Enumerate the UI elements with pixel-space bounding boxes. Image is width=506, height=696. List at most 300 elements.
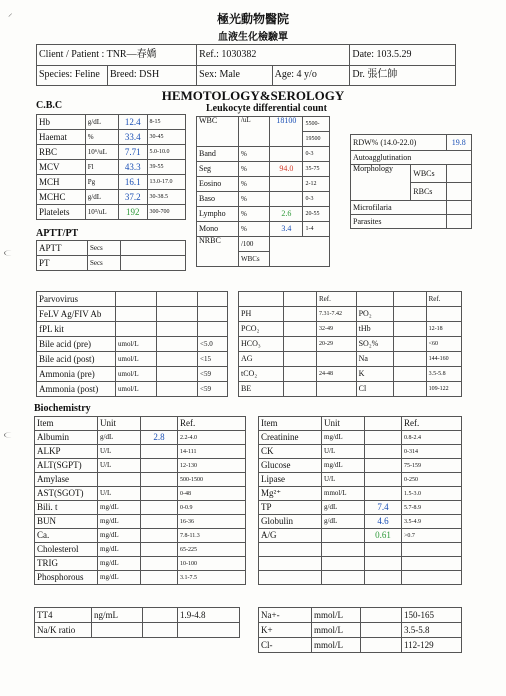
serology-row <box>37 382 228 397</box>
biochem-item: Ca. <box>35 529 98 543</box>
gas-ref: 20-29 <box>317 337 357 352</box>
biochem-item: BUN <box>35 515 98 529</box>
morph-wbcs-value <box>446 165 471 183</box>
cbc-row <box>37 175 186 190</box>
gas-ref <box>426 307 461 322</box>
leuko-value <box>270 147 303 162</box>
aptt-item: APTT <box>37 241 88 256</box>
electrolyte-row <box>259 608 462 623</box>
leuko-item: Eosino <box>197 177 239 192</box>
gas-item: BE <box>239 382 284 397</box>
serology-item: fPL kit <box>37 322 116 337</box>
serology-unit: umol/L <box>116 382 157 397</box>
gas-ref: 32-49 <box>317 322 357 337</box>
cbc-unit: Pg <box>85 175 118 190</box>
serology-ref: <59 <box>198 382 228 397</box>
electrolyte-row <box>259 623 462 638</box>
biochem-item: Mg²⁺ <box>259 487 322 501</box>
serology-row <box>37 337 228 352</box>
gas-value <box>284 382 317 397</box>
bloodgas-header <box>239 292 462 307</box>
serology-row <box>37 352 228 367</box>
biochem-ref: 3.5-4.9 <box>402 515 462 529</box>
cbc-unit: % <box>85 130 118 145</box>
biochem-header-cell: Ref. <box>178 417 246 431</box>
biochem-unit: U/L <box>98 445 141 459</box>
aptt-row <box>37 241 186 256</box>
gas-item: K <box>356 367 393 382</box>
t4-ref: 1.9-4.8 <box>178 608 240 623</box>
electrolyte-ref: 3.5-5.8 <box>402 623 462 638</box>
tt4-table <box>34 607 240 638</box>
biochem-row <box>259 515 462 529</box>
biochem-ref: 0-314 <box>402 445 462 459</box>
biochem-ref <box>402 557 462 571</box>
biochem-unit: U/L <box>98 487 141 501</box>
rdw-table <box>350 134 472 229</box>
gas-item: Cl <box>356 382 393 397</box>
biochem-row <box>35 543 246 557</box>
gas-item: PH <box>239 307 284 322</box>
sex: Sex: Male <box>197 65 272 86</box>
biochem-row <box>35 473 246 487</box>
aptt-unit: Secs <box>87 256 120 271</box>
biochem-value <box>141 501 178 515</box>
biochem-unit: g/dL <box>322 501 365 515</box>
patient-info-table <box>36 44 456 86</box>
serology-item: Ammonia (pre) <box>37 367 116 382</box>
biochem-item: TP <box>259 501 322 515</box>
serology-value <box>157 352 198 367</box>
cbc-value: 192 <box>118 205 147 220</box>
serology-ref <box>198 307 228 322</box>
corner-mark: ⸝ <box>8 8 13 18</box>
serology-unit: umol/L <box>116 337 157 352</box>
gas-value <box>284 352 317 367</box>
leuko-unit: % <box>238 147 269 162</box>
cbc-row <box>37 145 186 160</box>
aptt-row <box>37 256 186 271</box>
leuko-value <box>270 177 303 192</box>
leuko-unit: % <box>238 177 269 192</box>
gas-value <box>393 307 426 322</box>
serology-unit <box>116 322 157 337</box>
gas-blank <box>239 292 284 307</box>
biochem-item <box>259 557 322 571</box>
gas-item: Na <box>356 352 393 367</box>
cbc-unit: 10³/uL <box>85 205 118 220</box>
serology-ref: <15 <box>198 352 228 367</box>
biochem-row <box>259 529 462 543</box>
biochem-row <box>35 445 246 459</box>
serology-value <box>157 292 198 307</box>
cbc-row <box>37 130 186 145</box>
biochem-row <box>35 529 246 543</box>
rdw-value: 19.8 <box>446 135 471 151</box>
leuko-row <box>197 162 330 177</box>
cbc-value: 16.1 <box>118 175 147 190</box>
serology-unit <box>116 292 157 307</box>
cbc-row <box>37 190 186 205</box>
aptt-value <box>121 241 186 256</box>
electrolyte-item: K+ <box>259 623 312 638</box>
biochem-unit: U/L <box>98 459 141 473</box>
biochem-unit: g/dL <box>322 515 365 529</box>
leuko-ref: 1-4 <box>303 222 330 237</box>
biochem-ref: 10-100 <box>178 557 246 571</box>
biochem-ref: 5.7-8.9 <box>402 501 462 515</box>
aptt-table <box>36 240 186 271</box>
cbc-value: 37.2 <box>118 190 147 205</box>
biochem-header-cell: Item <box>259 417 322 431</box>
leuko-value: 2.6 <box>270 207 303 222</box>
biochem-row <box>259 445 462 459</box>
punch-hole-mark <box>4 250 19 256</box>
electrolyte-unit: mmol/L <box>312 638 361 653</box>
biochem-ref: 14-111 <box>178 445 246 459</box>
biochem-row <box>259 473 462 487</box>
leuko-row <box>197 222 330 237</box>
serology-table <box>36 291 228 397</box>
hospital-name: 極光動物醫院 <box>216 12 289 26</box>
biochem-value: 7.4 <box>365 501 402 515</box>
t4-value <box>143 623 178 638</box>
t4-row <box>35 608 240 623</box>
gas-value <box>393 322 426 337</box>
leuko-value <box>270 192 303 207</box>
leuko-unit: % <box>238 162 269 177</box>
wbc-value: 18100 <box>270 117 303 147</box>
serology-ref: <59 <box>198 367 228 382</box>
biochem-item: Bili. t <box>35 501 98 515</box>
serology-item: Ammonia (post) <box>37 382 116 397</box>
cbc-item: Haemat <box>37 130 86 145</box>
cbc-ref: 39-55 <box>147 160 186 175</box>
biochem-header-cell: Unit <box>322 417 365 431</box>
biochem-value <box>365 445 402 459</box>
biochem-row <box>35 557 246 571</box>
cbc-value: 33.4 <box>118 130 147 145</box>
biochem-header-cell: Item <box>35 417 98 431</box>
biochem-item <box>259 543 322 557</box>
biochem-ref: 1.5-3.0 <box>402 487 462 501</box>
biochem-row <box>259 431 462 445</box>
gas-item: PO₂ <box>356 307 393 322</box>
doctor: Dr. 張仁帥 <box>350 65 456 86</box>
serology-row <box>37 322 228 337</box>
biochem-row <box>35 431 246 445</box>
serology-unit: umol/L <box>116 352 157 367</box>
biochem-row <box>35 515 246 529</box>
leuko-ref: 2-12 <box>303 177 330 192</box>
nrbc-value <box>270 237 330 267</box>
microfilaria-value <box>446 201 471 215</box>
cbc-ref: 30-38.5 <box>147 190 186 205</box>
biochem-left-table <box>34 416 246 585</box>
cbc-row <box>37 160 186 175</box>
biochem-unit: mg/dL <box>98 557 141 571</box>
electrolyte-ref: 112-129 <box>402 638 462 653</box>
electrolyte-item: Na+- <box>259 608 312 623</box>
serology-item: FeLV Ag/FIV Ab <box>37 307 116 322</box>
biochem-row <box>259 487 462 501</box>
biochem-title: Biochemistry <box>34 403 91 414</box>
gas-ref: 3.5-5.8 <box>426 367 461 382</box>
leuko-ref: 20-55 <box>303 207 330 222</box>
biochem-header-cell: Unit <box>98 417 141 431</box>
bloodgas-row <box>239 322 462 337</box>
nrbc-unit2: WBCs <box>238 252 269 267</box>
cbc-unit: g/dL <box>85 115 118 130</box>
cbc-ref: 13.0-17.0 <box>147 175 186 190</box>
biochem-ref: 75-159 <box>402 459 462 473</box>
biochem-item: Globulin <box>259 515 322 529</box>
cbc-value: 43.3 <box>118 160 147 175</box>
gas-value <box>393 367 426 382</box>
biochem-item: TRIG <box>35 557 98 571</box>
gas-value <box>284 307 317 322</box>
gas-blank <box>356 292 393 307</box>
biochem-header-cell <box>141 417 178 431</box>
wbc-ref-high: 19500 <box>303 132 330 147</box>
electrolyte-value <box>361 608 402 623</box>
aptt-item: PT <box>37 256 88 271</box>
gas-value <box>284 322 317 337</box>
biochem-unit: mg/dL <box>98 501 141 515</box>
leuko-table <box>196 116 330 267</box>
punch-hole-mark <box>4 432 19 438</box>
gas-item: AG <box>239 352 284 367</box>
bloodgas-table <box>238 291 462 397</box>
gas-ref: 144-160 <box>426 352 461 367</box>
biochem-item: Cholesterol <box>35 543 98 557</box>
date: Date: 103.5.29 <box>350 45 456 66</box>
biochem-value <box>141 529 178 543</box>
aptt-value <box>121 256 186 271</box>
serology-value <box>157 337 198 352</box>
biochem-ref: 2.2-4.0 <box>178 431 246 445</box>
aptt-title: APTT/PT <box>36 228 79 239</box>
cbc-item: MCHC <box>37 190 86 205</box>
gas-item: HCO₃ <box>239 337 284 352</box>
biochem-value <box>365 543 402 557</box>
biochem-item <box>259 571 322 585</box>
biochem-value <box>365 557 402 571</box>
biochem-row <box>259 459 462 473</box>
electrolyte-item: Cl- <box>259 638 312 653</box>
serology-item: Parvovirus <box>37 292 116 307</box>
biochem-row <box>259 543 462 557</box>
autoagglutination: Autoagglutination <box>351 151 472 165</box>
leuko-row <box>197 177 330 192</box>
biochem-ref: 65-225 <box>178 543 246 557</box>
electrolyte-unit: mmol/L <box>312 608 361 623</box>
bloodgas-row <box>239 367 462 382</box>
biochem-value <box>141 459 178 473</box>
gas-ref-header: Ref. <box>317 292 357 307</box>
cbc-value: 7.71 <box>118 145 147 160</box>
biochem-unit: mg/dL <box>98 529 141 543</box>
gas-ref: <60 <box>426 337 461 352</box>
serology-row <box>37 367 228 382</box>
leuko-title: Leukocyte differential count <box>206 103 327 114</box>
biochem-item: Phosphorous <box>35 571 98 585</box>
biochem-unit: U/L <box>322 445 365 459</box>
gas-value <box>393 337 426 352</box>
biochem-unit: mmol/L <box>322 487 365 501</box>
wbc-unit: /uL <box>238 117 269 147</box>
t4-unit: ng/mL <box>92 608 143 623</box>
serology-unit <box>116 307 157 322</box>
t4-row <box>35 623 240 638</box>
biochem-value <box>141 571 178 585</box>
cbc-ref: 300-700 <box>147 205 186 220</box>
serology-ref <box>198 322 228 337</box>
bloodgas-row <box>239 337 462 352</box>
biochem-item: ALKP <box>35 445 98 459</box>
biochem-value <box>365 459 402 473</box>
morph-rbcs: RBCs <box>411 183 446 201</box>
gas-value <box>393 382 426 397</box>
wbc-label: WBC <box>197 117 239 147</box>
biochem-unit <box>322 543 365 557</box>
biochem-value: 0.61 <box>365 529 402 543</box>
gas-item: tCO₂ <box>239 367 284 382</box>
biochem-header <box>259 417 462 431</box>
morphology-label: Morphology <box>351 165 411 201</box>
gas-value <box>284 337 317 352</box>
serology-ref <box>198 292 228 307</box>
microfilaria: Microfilaria <box>351 201 447 215</box>
cbc-ref: 30-45 <box>147 130 186 145</box>
biochem-ref: 0.8-2.4 <box>402 431 462 445</box>
biochem-item: ALT(SGPT) <box>35 459 98 473</box>
parasites: Parasites <box>351 215 447 229</box>
biochem-ref: 0-0.9 <box>178 501 246 515</box>
biochem-value <box>141 557 178 571</box>
biochem-value <box>141 445 178 459</box>
leuko-value: 94.0 <box>270 162 303 177</box>
gas-ref: 109-122 <box>426 382 461 397</box>
biochem-value <box>141 473 178 487</box>
cbc-row <box>37 115 186 130</box>
biochem-header <box>35 417 246 431</box>
gas-item: SO₂% <box>356 337 393 352</box>
biochem-ref: 12-130 <box>178 459 246 473</box>
gas-ref <box>317 382 357 397</box>
biochem-unit: mg/dL <box>98 543 141 557</box>
biochem-item: Lipase <box>259 473 322 487</box>
electrolyte-ref: 150-165 <box>402 608 462 623</box>
cbc-unit: Fl <box>85 160 118 175</box>
cbc-unit: 10⁶/uL <box>85 145 118 160</box>
leuko-item: Baso <box>197 192 239 207</box>
biochem-unit <box>322 571 365 585</box>
gas-ref: 7.31-7.42 <box>317 307 357 322</box>
electrolyte-value <box>361 638 402 653</box>
biochem-row <box>35 487 246 501</box>
biochem-item: Albumin <box>35 431 98 445</box>
biochem-item: CK <box>259 445 322 459</box>
biochem-ref: 0-48 <box>178 487 246 501</box>
biochem-row <box>259 571 462 585</box>
leuko-row <box>197 192 330 207</box>
leuko-item: Band <box>197 147 239 162</box>
serology-value <box>157 367 198 382</box>
biochem-unit: mg/dL <box>98 515 141 529</box>
cbc-value: 12.4 <box>118 115 147 130</box>
leuko-item: Mono <box>197 222 239 237</box>
nrbc-row <box>197 237 330 252</box>
leuko-row <box>197 147 330 162</box>
breed: Breed: DSH <box>108 65 197 86</box>
biochem-value <box>365 571 402 585</box>
gas-ref: 24-48 <box>317 367 357 382</box>
biochem-row <box>35 459 246 473</box>
biochem-unit: mg/dL <box>98 571 141 585</box>
electrolyte-unit: mmol/L <box>312 623 361 638</box>
client-patient: Client / Patient : TNR—春嬌 <box>37 45 197 66</box>
biochem-unit: U/L <box>322 473 365 487</box>
biochem-ref: 3.1-7.5 <box>178 571 246 585</box>
gas-value <box>284 367 317 382</box>
t4-ref <box>178 623 240 638</box>
morph-wbcs: WBCs <box>411 165 446 183</box>
main-title: HEMOTOLOGY&SEROLOGY <box>161 88 345 103</box>
serology-value <box>157 307 198 322</box>
biochem-ref <box>402 571 462 585</box>
t4-item: TT4 <box>35 608 92 623</box>
biochem-ref: 500-1500 <box>178 473 246 487</box>
t4-value <box>143 608 178 623</box>
serology-row <box>37 307 228 322</box>
serology-item: Bile acid (post) <box>37 352 116 367</box>
nrbc-unit: /100 <box>238 237 269 252</box>
biochem-unit: g/dL <box>98 431 141 445</box>
form-title: 血液生化檢驗單 <box>218 32 288 43</box>
serology-value <box>157 322 198 337</box>
cbc-item: Hb <box>37 115 86 130</box>
cbc-item: RBC <box>37 145 86 160</box>
ref-number: Ref.: 1030382 <box>197 45 350 66</box>
gas-ref <box>317 352 357 367</box>
gas-blank <box>284 292 317 307</box>
serology-item: Bile acid (pre) <box>37 337 116 352</box>
leuko-ref: 0-3 <box>303 192 330 207</box>
biochem-header-cell <box>365 417 402 431</box>
age: Age: 4 y/o <box>272 65 350 86</box>
biochem-row <box>259 557 462 571</box>
biochem-value <box>141 487 178 501</box>
gas-blank <box>393 292 426 307</box>
bloodgas-row <box>239 307 462 322</box>
biochem-item: Glucose <box>259 459 322 473</box>
cbc-ref: 5.0-10.0 <box>147 145 186 160</box>
cbc-title: C.B.C <box>36 100 63 111</box>
leuko-unit: % <box>238 192 269 207</box>
biochem-row <box>35 571 246 585</box>
electrolyte-row <box>259 638 462 653</box>
biochem-ref: 0-250 <box>402 473 462 487</box>
biochem-value: 2.8 <box>141 431 178 445</box>
cbc-table <box>36 114 186 220</box>
bloodgas-row <box>239 382 462 397</box>
biochem-unit <box>322 557 365 571</box>
wbc-row <box>197 117 330 132</box>
biochem-header-cell: Ref. <box>402 417 462 431</box>
cbc-item: MCH <box>37 175 86 190</box>
aptt-unit: Secs <box>87 241 120 256</box>
